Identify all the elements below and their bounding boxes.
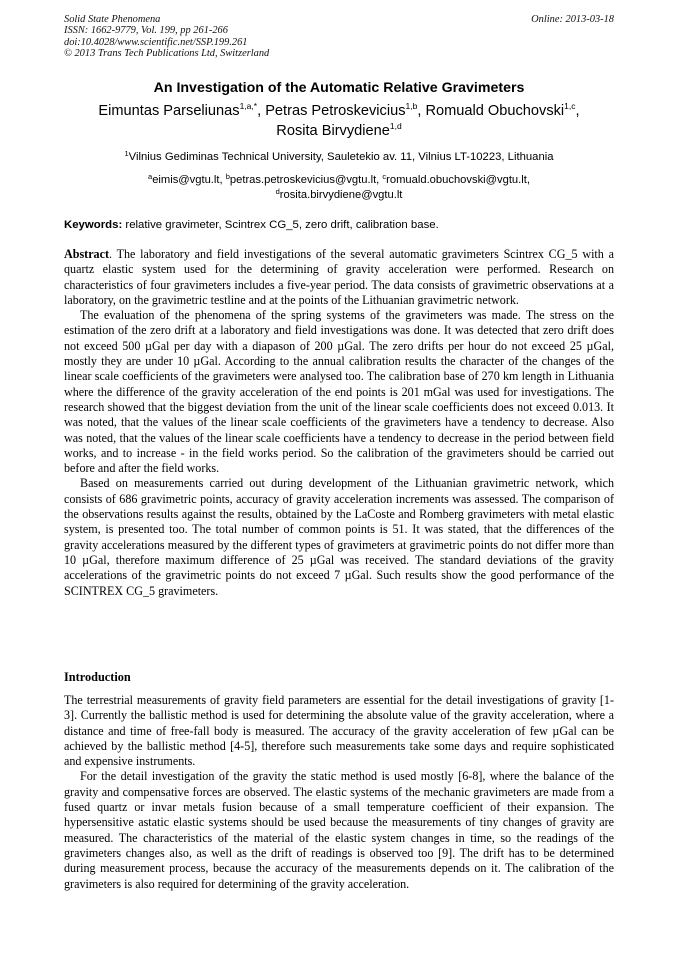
abstract-paragraph: Based on measurements carried out during development of the Lithuanian gravimetric network, which consists of 686 gravimetric points, accuracy of gravity acceleration increments was assessed. The comparison of the observations results against the results, obtained by the LaCoste and Romberg gravimeters with metal elastic system, is presented too. The total number of common points is 51. It was stated, that the differences of the gravity accelerations measured by the different types of gravimeters at gravimetric points do not differ more than 10 µGal, therefore maximum difference of 25 µGal was received. The standard deviations of the gravity accelerations of the gravimetric points do not exceed 7 µGal. Such results show the good performance of the SCINTREX CG_5 gravimeters. (64, 476, 614, 598)
email-link[interactable]: romuald.obuchovski@vgtu.lt, (386, 174, 530, 186)
email-list (64, 173, 614, 203)
author-marker: 1,c (564, 101, 576, 111)
keywords-label: Keywords: (64, 219, 123, 231)
email-marker: b (225, 172, 230, 181)
intro-paragraph: The terrestrial measurements of gravity field parameters are essential for the detail investigations of gravity [1-3]. Currently the ballistic method is used for determining the absolute value of the gravity acceleration, where a distance and time of free-fall body is measured. The accuracy of the gravity acceleration of few µGal can be achieved by the ballistic method [4-5], therefore such measurements take some days and require sophisticated and expensive instruments. (64, 693, 614, 769)
email-link[interactable]: eimis@vgtu.lt, (152, 174, 226, 186)
affiliation-text: Vilnius Gediminas Technical University, Sauletekio av. 11, Vilnius LT-10223, Lithuania (128, 151, 554, 163)
author-separator: , (417, 103, 426, 119)
email-marker: d (275, 187, 280, 196)
keywords-text: relative gravimeter, Scintrex CG_5, zero drift, calibration base. (122, 219, 439, 231)
email-marker: a (148, 172, 153, 181)
keywords (64, 219, 614, 231)
email-link[interactable]: rosita.birvydiene@vgtu.lt (279, 189, 403, 201)
abstract-paragraph (64, 247, 614, 308)
journal-name: Solid State Phenomena (64, 14, 161, 25)
author-marker: 1,a,* (239, 101, 258, 111)
author-name: Rosita Birvydiene (276, 123, 390, 139)
abstract-text: . The laboratory and field investigations of the several automatic gravimeters Scintrex CG_5 with a quartz elastic system used for the determining of gravity acceleration were performed. Research on characteristics of four gravimeters includes a five-year period. The data consists of gravimetric observations at a laboratory, on the gravimetric testline and at the points of the Lithuanian gravimetric network. (64, 247, 614, 307)
journal-info (64, 14, 269, 60)
journal-issn: ISSN: 1662-9779, Vol. 199, pp 261-266 (64, 25, 228, 37)
intro-paragraph: For the detail investigation of the gravity the static method is used mostly [6-8], where the balance of the gravity and compensative forces are observed. The elastic systems of the mechanic gravimeters are made from a fused quartz or invar metals fusion because of a small temperature coefficient of their expansion. The hypersensitive astatic elastic systems should be used because the measurements of tiny changes of gravity are measured. The characteristics of the material of the elastic system changes in time, so the readings of the gravimeters changes also, as well as the drift of readings is observed too [9]. The drift has to be determined during measurement process, because the accuracy of the measurements depends on it. The calibration of the gravimeters is also required for determining of the gravity acceleration. (64, 769, 614, 891)
author-name: Eimuntas Parseliunas (98, 103, 240, 119)
journal-doi[interactable]: doi:10.4028/www.scientific.net/SSP.199.261 (64, 36, 248, 48)
abstract (64, 247, 614, 599)
author-name: Petras Petroskevicius (265, 103, 406, 119)
online-date: Online: 2013-03-18 (531, 14, 614, 25)
section-heading: Introduction (64, 670, 131, 684)
author-name: Romuald Obuchovski (425, 103, 565, 119)
email-marker: c (382, 172, 387, 181)
email-link[interactable]: petras.petroskevicius@vgtu.lt, (229, 174, 383, 186)
affiliation (64, 150, 614, 164)
abstract-label: Abstract (64, 247, 110, 261)
author-separator: , (575, 103, 580, 119)
author-list (60, 101, 618, 141)
journal-copyright: © 2013 Trans Tech Publications Ltd, Switzerland (64, 48, 270, 60)
affiliation-marker: 1 (124, 149, 129, 158)
paper-title: An Investigation of the Automatic Relative Gravimeters (153, 80, 525, 96)
author-marker: 1,d (389, 121, 402, 131)
introduction-section (64, 693, 614, 892)
abstract-paragraph: The evaluation of the phenomena of the spring systems of the gravimeters was made. The stress on the estimation of the zero drift at a laboratory and field investigations was done. It was detected that zero drift does not exceed 500 µGal per day with a diapason of 200 µGal. The zero drifts per hour do not exceed 25 µGal, mostly they are under 10 µGal. According to the annual calibration results the character of the changes of the linear scale coefficients of the gravimeters were analysed too. The calibration base of 270 km length in Lithuania where the difference of the gravity acceleration of the end points is 201 mGal was used for investigations. The research showed that the biggest deviation from the unit of the linear scale coefficients does not exceed 0.013. It was noted, that the values of the linear scale coefficients of the gravimeters have a tendency to decrease. Also was noted, that the values of the linear scale coefficients have a tendency to decrease in the period between field works, and to increase - in the field works period. So the calibration of the gravimeters should be carried out before and after the field works. (64, 308, 614, 476)
author-separator: , (257, 103, 266, 119)
author-marker: 1,b (405, 101, 418, 111)
